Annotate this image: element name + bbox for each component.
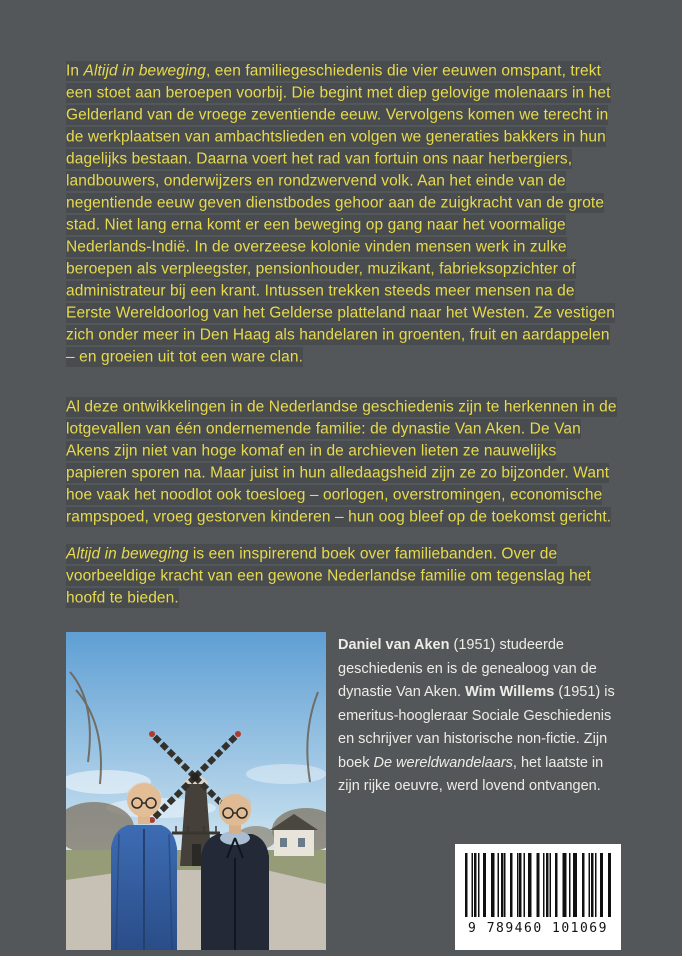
- paragraph-text: Altijd in beweging is een inspirerend boek over familiebanden. Over de voorbeeldige kracht van een gewone Nederlandse familie om tegenslag het hoofd te bieden.: [66, 545, 591, 606]
- footpath: [66, 870, 326, 950]
- isbn-number: 9 789460 101069: [468, 921, 608, 936]
- barcode: [455, 844, 621, 950]
- synopsis-paragraph-3: [66, 543, 618, 609]
- bio-text: Daniel van Aken (1951) studeerde geschiedenis en is de genealoog van de dynastie Van Aken. Wim Willems (1951) is emeritus-hoogleraar Sociale Geschiedenis en schrijver van historische non-fictie. Zijn boek De wereldwandelaars, het laatste in zijn rijke oeuvre, werd lovend ontvangen.: [338, 637, 615, 794]
- synopsis-paragraph-1: [66, 60, 618, 368]
- paragraph-text: In Altijd in beweging, een familiegeschiedenis die vier eeuwen omspant, trekt een stoet aan beroepen voorbij. Die begint met diep gelovige molenaars in het Gelderland van de vroege zeventiende eeuw. Vervolgens komen we terecht in de werkplaatsen van ambachtslieden en volgen we generaties bakkers in hun dagelijks bestaan. Daarna voert het rad van fortuin ons naar herbergiers, landbouwers, onderwijzers en rondzwervend volk. Aan het einde van de negentiende eeuw geven dienstbodes gehoor aan de zuigkracht van de grote stad. Niet lang erna komt er een beweging op gang naar het voormalige Nederlands-Indië. In de overzeese kolonie vinden mensen werk in zulke beroepen als verpleegster, pensionhouder, muzikant, fabrieksopzichter of administrateur bij een krant. Intussen trekken steeds meer mensen na de Eerste Wereldoorlog van het Gelderse platteland naar het Westen. Ze vestigen zich onder meer in Den Haag als handelaren in groenten, fruit en aardappelen – en groeien uit tot een ware clan.: [66, 62, 615, 365]
- author-bio: [338, 634, 624, 799]
- barcode-bars: [465, 853, 611, 917]
- author-photo: [66, 632, 326, 950]
- author-photo-illustration: [66, 632, 326, 950]
- paragraph-text: Al deze ontwikkelingen in de Nederlandse geschiedenis zijn te herkennen in de lotgevallen van één ondernemende familie: de dynastie Van Aken. De Van Akens zijn niet van hoge komaf en in de archieven lieten ze nauwelijks papieren sporen na. Maar juist in hun alledaagsheid zijn ze zo bijzonder. Want hoe vaak het noodlot ook toesloeg – oorlogen, overstromingen, economische rampspoed, vroeg gestorven kinderen – hun oog bleef op de toekomst gericht.: [66, 398, 617, 525]
- synopsis-paragraph-2: [66, 396, 618, 528]
